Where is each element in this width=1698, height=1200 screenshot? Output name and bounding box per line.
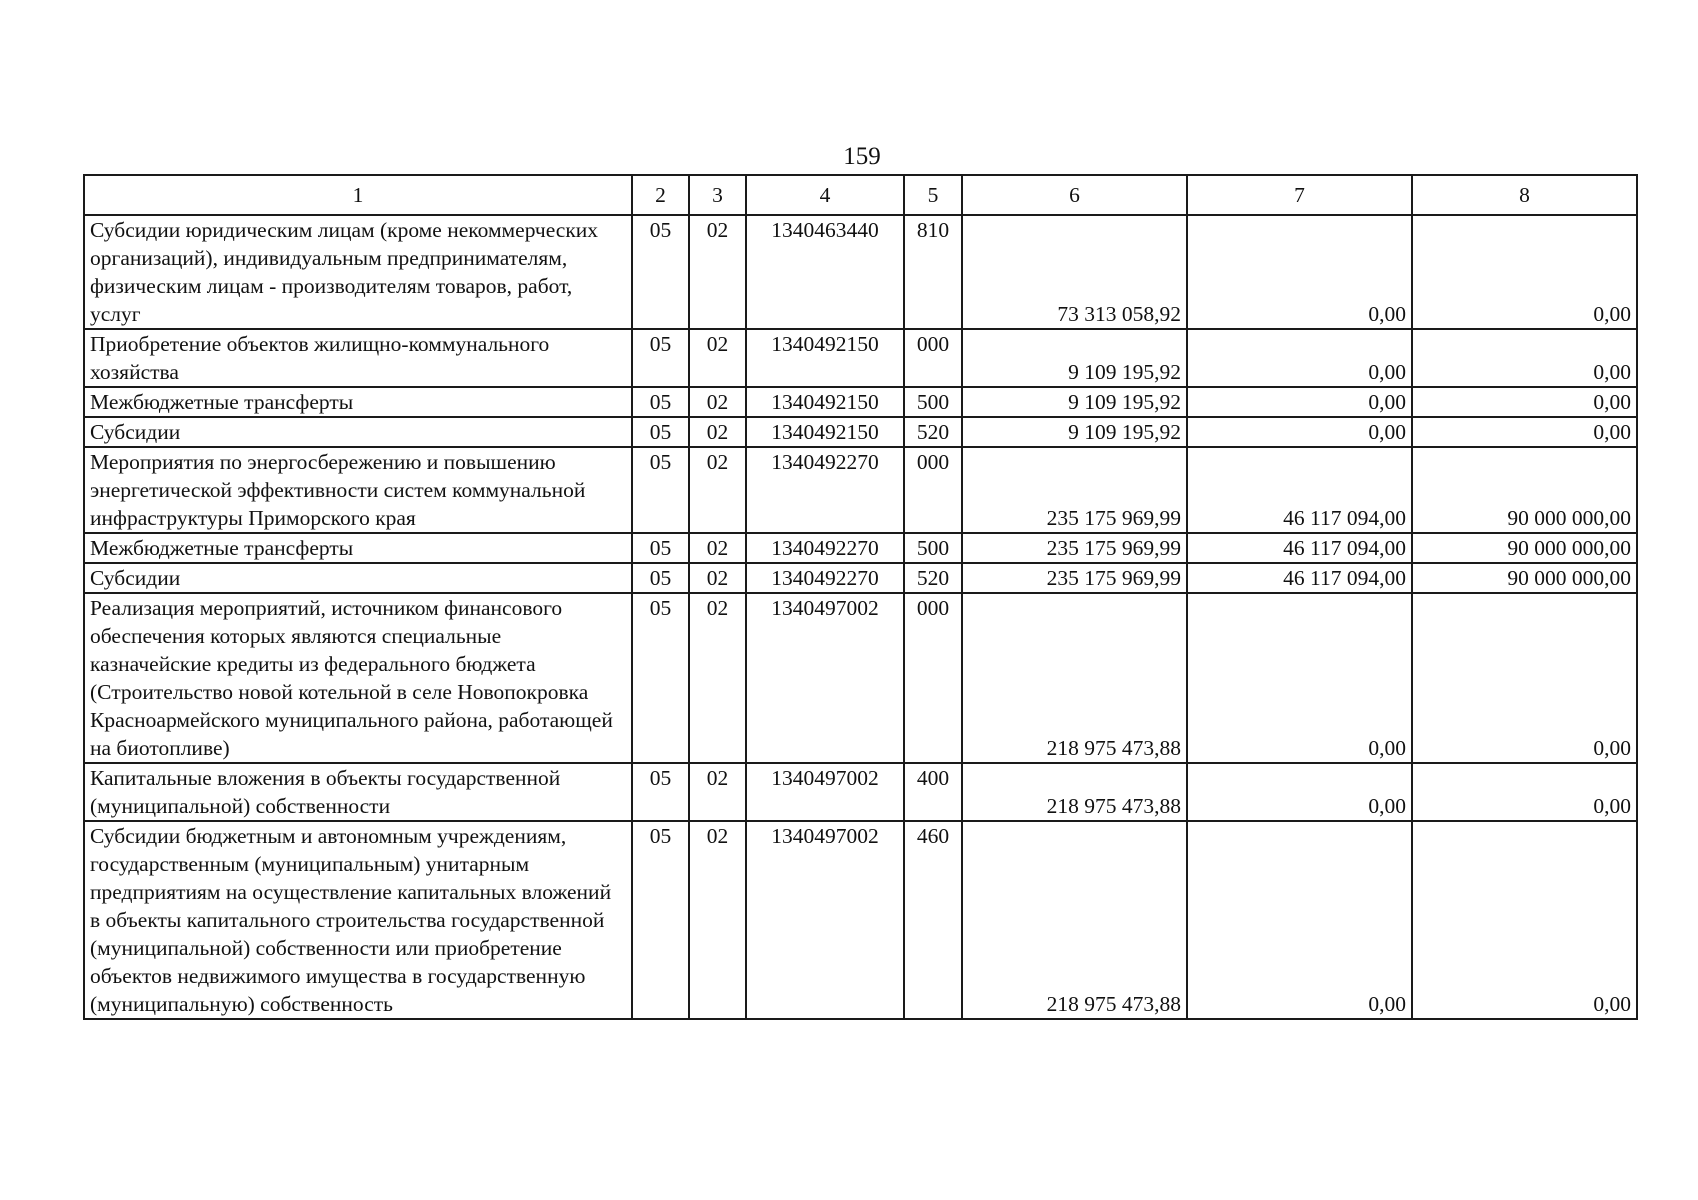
row-amount-col7: 0,00 <box>1187 329 1412 387</box>
row-amount-col7: 0,00 <box>1187 821 1412 1019</box>
row-name: Межбюджетные трансферты <box>84 387 632 417</box>
header-cell-5: 5 <box>904 175 962 215</box>
row-amount-col8: 0,00 <box>1412 821 1637 1019</box>
row-subsection: 02 <box>689 593 746 763</box>
row-target-article: 1340492270 <box>746 563 904 593</box>
row-section: 05 <box>632 329 689 387</box>
row-subsection: 02 <box>689 533 746 563</box>
row-section: 05 <box>632 215 689 329</box>
table-row <box>84 215 1637 329</box>
row-amount-col7: 46 117 094,00 <box>1187 563 1412 593</box>
table-row <box>84 387 1637 417</box>
row-target-article: 1340492150 <box>746 417 904 447</box>
budget-table <box>83 174 1638 1020</box>
row-amount-col7: 0,00 <box>1187 387 1412 417</box>
header-cell-7: 7 <box>1187 175 1412 215</box>
row-name: Капитальные вложения в объекты государственной (муниципальной) собственности <box>84 763 632 821</box>
table-row <box>84 447 1637 533</box>
row-expense-type: 810 <box>904 215 962 329</box>
table-row <box>84 763 1637 821</box>
row-amount-col6: 9 109 195,92 <box>962 329 1187 387</box>
header-cell-2: 2 <box>632 175 689 215</box>
row-expense-type: 500 <box>904 533 962 563</box>
row-expense-type: 520 <box>904 417 962 447</box>
row-section: 05 <box>632 447 689 533</box>
row-amount-col8: 0,00 <box>1412 387 1637 417</box>
row-name: Субсидии юридическим лицам (кроме некоммерческих организаций), индивидуальным предпринимателям, физическим лицам - производителям товаров, работ, услуг <box>84 215 632 329</box>
row-amount-col8: 0,00 <box>1412 215 1637 329</box>
row-target-article: 1340497002 <box>746 821 904 1019</box>
row-target-article: 1340492150 <box>746 329 904 387</box>
row-amount-col7: 46 117 094,00 <box>1187 447 1412 533</box>
row-subsection: 02 <box>689 821 746 1019</box>
row-target-article: 1340492270 <box>746 533 904 563</box>
header-row <box>84 175 1637 215</box>
table-row <box>84 821 1637 1019</box>
row-name: Субсидии <box>84 563 632 593</box>
row-expense-type: 460 <box>904 821 962 1019</box>
row-name: Субсидии <box>84 417 632 447</box>
row-section: 05 <box>632 593 689 763</box>
row-subsection: 02 <box>689 447 746 533</box>
row-amount-col6: 218 975 473,88 <box>962 763 1187 821</box>
row-amount-col8: 90 000 000,00 <box>1412 563 1637 593</box>
row-amount-col7: 0,00 <box>1187 763 1412 821</box>
row-section: 05 <box>632 417 689 447</box>
row-amount-col8: 0,00 <box>1412 417 1637 447</box>
row-subsection: 02 <box>689 417 746 447</box>
row-section: 05 <box>632 821 689 1019</box>
row-section: 05 <box>632 387 689 417</box>
row-name: Приобретение объектов жилищно-коммунального хозяйства <box>84 329 632 387</box>
row-expense-type: 400 <box>904 763 962 821</box>
page-number: 159 <box>843 143 881 170</box>
row-subsection: 02 <box>689 563 746 593</box>
row-amount-col6: 73 313 058,92 <box>962 215 1187 329</box>
row-name: Субсидии бюджетным и автономным учреждениям, государственным (муниципальным) унитарным предприятиям на осуществление капитальных вложений в объекты капитального строительства государственной (муниципальной) собственности или приобретение объектов недвижимого имущества в государственную (муниципальную) собственность <box>84 821 632 1019</box>
row-section: 05 <box>632 563 689 593</box>
row-section: 05 <box>632 533 689 563</box>
row-expense-type: 000 <box>904 593 962 763</box>
row-amount-col8: 90 000 000,00 <box>1412 533 1637 563</box>
row-amount-col7: 46 117 094,00 <box>1187 533 1412 563</box>
row-target-article: 1340492150 <box>746 387 904 417</box>
row-amount-col8: 90 000 000,00 <box>1412 447 1637 533</box>
row-amount-col7: 0,00 <box>1187 417 1412 447</box>
row-name: Реализация мероприятий, источником финансового обеспечения которых являются специальные казначейские кредиты из федерального бюджета (Строительство новой котельной в селе Новопокровка Красноармейского муниципального района, работающей на биотопливе) <box>84 593 632 763</box>
row-expense-type: 000 <box>904 447 962 533</box>
row-amount-col6: 218 975 473,88 <box>962 593 1187 763</box>
row-subsection: 02 <box>689 329 746 387</box>
table-row <box>84 533 1637 563</box>
table-row <box>84 329 1637 387</box>
row-target-article: 1340497002 <box>746 763 904 821</box>
row-target-article: 1340492270 <box>746 447 904 533</box>
row-section: 05 <box>632 763 689 821</box>
row-subsection: 02 <box>689 215 746 329</box>
row-amount-col6: 9 109 195,92 <box>962 387 1187 417</box>
row-amount-col8: 0,00 <box>1412 593 1637 763</box>
row-subsection: 02 <box>689 387 746 417</box>
row-expense-type: 520 <box>904 563 962 593</box>
row-amount-col6: 218 975 473,88 <box>962 821 1187 1019</box>
row-amount-col8: 0,00 <box>1412 329 1637 387</box>
row-amount-col8: 0,00 <box>1412 763 1637 821</box>
row-amount-col6: 235 175 969,99 <box>962 447 1187 533</box>
table-row <box>84 593 1637 763</box>
row-name: Мероприятия по энергосбережению и повышению энергетической эффективности систем коммунальной инфраструктуры Приморского края <box>84 447 632 533</box>
header-cell-1: 1 <box>84 175 632 215</box>
row-expense-type: 500 <box>904 387 962 417</box>
row-target-article: 1340463440 <box>746 215 904 329</box>
row-amount-col6: 9 109 195,92 <box>962 417 1187 447</box>
row-amount-col7: 0,00 <box>1187 593 1412 763</box>
row-amount-col6: 235 175 969,99 <box>962 533 1187 563</box>
row-target-article: 1340497002 <box>746 593 904 763</box>
header-cell-8: 8 <box>1412 175 1637 215</box>
header-cell-6: 6 <box>962 175 1187 215</box>
header-cell-3: 3 <box>689 175 746 215</box>
row-expense-type: 000 <box>904 329 962 387</box>
row-amount-col6: 235 175 969,99 <box>962 563 1187 593</box>
table-row <box>84 417 1637 447</box>
table-row <box>84 563 1637 593</box>
header-cell-4: 4 <box>746 175 904 215</box>
row-name: Межбюджетные трансферты <box>84 533 632 563</box>
row-amount-col7: 0,00 <box>1187 215 1412 329</box>
row-subsection: 02 <box>689 763 746 821</box>
